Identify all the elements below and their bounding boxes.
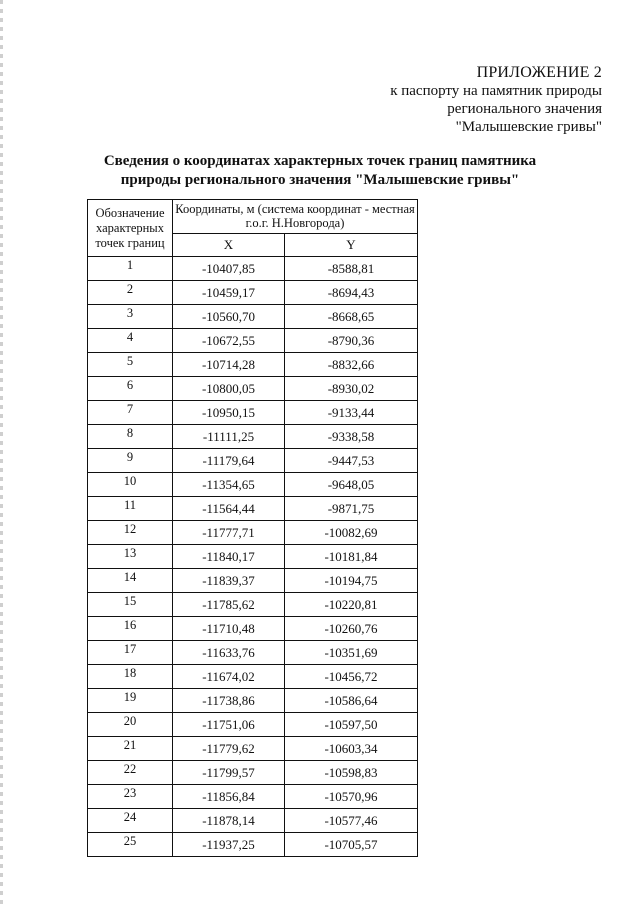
appendix-heading: ПРИЛОЖЕНИЕ 2 bbox=[476, 64, 602, 81]
table-row bbox=[88, 785, 418, 809]
y-coordinate-cell: -10181,84 bbox=[285, 545, 418, 569]
point-number-cell: 16 bbox=[88, 617, 173, 641]
x-coordinate-cell: -10800,05 bbox=[173, 377, 285, 401]
document-title bbox=[0, 152, 640, 190]
x-coordinate-cell: -11738,86 bbox=[173, 689, 285, 713]
y-coordinate-cell: -10577,46 bbox=[285, 809, 418, 833]
table-row bbox=[88, 569, 418, 593]
table-row bbox=[88, 401, 418, 425]
point-number-cell: 2 bbox=[88, 281, 173, 305]
x-coordinate-cell: -11633,76 bbox=[173, 641, 285, 665]
header-coordinates: Координаты, м (система координат - местная г.о.г. Н.Новгорода) bbox=[173, 200, 418, 234]
y-coordinate-cell: -10351,69 bbox=[285, 641, 418, 665]
x-coordinate-cell: -10950,15 bbox=[173, 401, 285, 425]
point-number-cell: 11 bbox=[88, 497, 173, 521]
appendix-note bbox=[390, 64, 602, 136]
point-number-cell: 17 bbox=[88, 641, 173, 665]
point-number-cell: 1 bbox=[88, 257, 173, 281]
title-line-2: природы регионального значения "Малышевские гривы" bbox=[120, 172, 520, 188]
appendix-line-3: регионального значения bbox=[447, 101, 602, 117]
point-number-cell: 7 bbox=[88, 401, 173, 425]
y-coordinate-cell: -8694,43 bbox=[285, 281, 418, 305]
table-row bbox=[88, 497, 418, 521]
point-number-cell: 18 bbox=[88, 665, 173, 689]
y-coordinate-cell: -10603,34 bbox=[285, 737, 418, 761]
x-coordinate-cell: -10714,28 bbox=[173, 353, 285, 377]
appendix-line-4: "Малышевские гривы" bbox=[455, 119, 602, 135]
table-row bbox=[88, 353, 418, 377]
point-number-cell: 12 bbox=[88, 521, 173, 545]
y-coordinate-cell: -10260,76 bbox=[285, 617, 418, 641]
y-coordinate-cell: -10220,81 bbox=[285, 593, 418, 617]
point-number-cell: 19 bbox=[88, 689, 173, 713]
coordinates-table-body bbox=[88, 200, 418, 857]
point-number-cell: 6 bbox=[88, 377, 173, 401]
table-row bbox=[88, 641, 418, 665]
x-coordinate-cell: -10560,70 bbox=[173, 305, 285, 329]
y-coordinate-cell: -8832,66 bbox=[285, 353, 418, 377]
point-number-cell: 13 bbox=[88, 545, 173, 569]
table-row bbox=[88, 665, 418, 689]
y-coordinate-cell: -9871,75 bbox=[285, 497, 418, 521]
table-row bbox=[88, 521, 418, 545]
y-coordinate-cell: -10597,50 bbox=[285, 713, 418, 737]
title-line-1: Сведения о координатах характерных точек границ памятника bbox=[103, 153, 537, 169]
table-row bbox=[88, 281, 418, 305]
x-coordinate-cell: -10459,17 bbox=[173, 281, 285, 305]
y-coordinate-cell: -8588,81 bbox=[285, 257, 418, 281]
x-coordinate-cell: -11785,62 bbox=[173, 593, 285, 617]
x-coordinate-cell: -11799,57 bbox=[173, 761, 285, 785]
point-number-cell: 23 bbox=[88, 785, 173, 809]
point-number-cell: 15 bbox=[88, 593, 173, 617]
x-coordinate-cell: -11354,65 bbox=[173, 473, 285, 497]
table-row bbox=[88, 689, 418, 713]
table-row bbox=[88, 761, 418, 785]
y-coordinate-cell: -9447,53 bbox=[285, 449, 418, 473]
x-coordinate-cell: -11779,62 bbox=[173, 737, 285, 761]
y-coordinate-cell: -8668,65 bbox=[285, 305, 418, 329]
x-coordinate-cell: -11751,06 bbox=[173, 713, 285, 737]
y-coordinate-cell: -10570,96 bbox=[285, 785, 418, 809]
table-row bbox=[88, 713, 418, 737]
header-x: X bbox=[173, 233, 285, 256]
x-coordinate-cell: -11937,25 bbox=[173, 833, 285, 857]
y-coordinate-cell: -10456,72 bbox=[285, 665, 418, 689]
x-coordinate-cell: -11840,17 bbox=[173, 545, 285, 569]
point-number-cell: 4 bbox=[88, 329, 173, 353]
table-row bbox=[88, 809, 418, 833]
point-number-cell: 3 bbox=[88, 305, 173, 329]
x-coordinate-cell: -11710,48 bbox=[173, 617, 285, 641]
table-row bbox=[88, 425, 418, 449]
point-number-cell: 5 bbox=[88, 353, 173, 377]
y-coordinate-cell: -9133,44 bbox=[285, 401, 418, 425]
point-number-cell: 8 bbox=[88, 425, 173, 449]
y-coordinate-cell: -10598,83 bbox=[285, 761, 418, 785]
table-row bbox=[88, 329, 418, 353]
x-coordinate-cell: -10407,85 bbox=[173, 257, 285, 281]
appendix-line-2: к паспорту на памятник природы bbox=[390, 83, 602, 99]
point-number-cell: 9 bbox=[88, 449, 173, 473]
table-header-row bbox=[88, 200, 418, 234]
point-number-cell: 21 bbox=[88, 737, 173, 761]
table-row bbox=[88, 737, 418, 761]
table-row bbox=[88, 833, 418, 857]
scan-edge bbox=[0, 0, 3, 905]
point-number-cell: 14 bbox=[88, 569, 173, 593]
x-coordinate-cell: -11839,37 bbox=[173, 569, 285, 593]
table-row bbox=[88, 449, 418, 473]
y-coordinate-cell: -10586,64 bbox=[285, 689, 418, 713]
table-row bbox=[88, 257, 418, 281]
x-coordinate-cell: -11777,71 bbox=[173, 521, 285, 545]
y-coordinate-cell: -10705,57 bbox=[285, 833, 418, 857]
y-coordinate-cell: -9338,58 bbox=[285, 425, 418, 449]
table-row bbox=[88, 473, 418, 497]
y-coordinate-cell: -10194,75 bbox=[285, 569, 418, 593]
x-coordinate-cell: -11878,14 bbox=[173, 809, 285, 833]
header-y: Y bbox=[285, 233, 418, 256]
x-coordinate-cell: -11856,84 bbox=[173, 785, 285, 809]
x-coordinate-cell: -11111,25 bbox=[173, 425, 285, 449]
point-number-cell: 22 bbox=[88, 761, 173, 785]
coordinates-table bbox=[87, 199, 418, 857]
x-coordinate-cell: -10672,55 bbox=[173, 329, 285, 353]
x-coordinate-cell: -11674,02 bbox=[173, 665, 285, 689]
table-row bbox=[88, 545, 418, 569]
point-number-cell: 24 bbox=[88, 809, 173, 833]
table-row bbox=[88, 377, 418, 401]
header-point-designation: Обозначение характерных точек границ bbox=[88, 200, 173, 257]
point-number-cell: 20 bbox=[88, 713, 173, 737]
y-coordinate-cell: -8790,36 bbox=[285, 329, 418, 353]
y-coordinate-cell: -9648,05 bbox=[285, 473, 418, 497]
y-coordinate-cell: -8930,02 bbox=[285, 377, 418, 401]
point-number-cell: 10 bbox=[88, 473, 173, 497]
table-row bbox=[88, 617, 418, 641]
table-row bbox=[88, 305, 418, 329]
x-coordinate-cell: -11564,44 bbox=[173, 497, 285, 521]
x-coordinate-cell: -11179,64 bbox=[173, 449, 285, 473]
y-coordinate-cell: -10082,69 bbox=[285, 521, 418, 545]
table-row bbox=[88, 593, 418, 617]
point-number-cell: 25 bbox=[88, 833, 173, 857]
